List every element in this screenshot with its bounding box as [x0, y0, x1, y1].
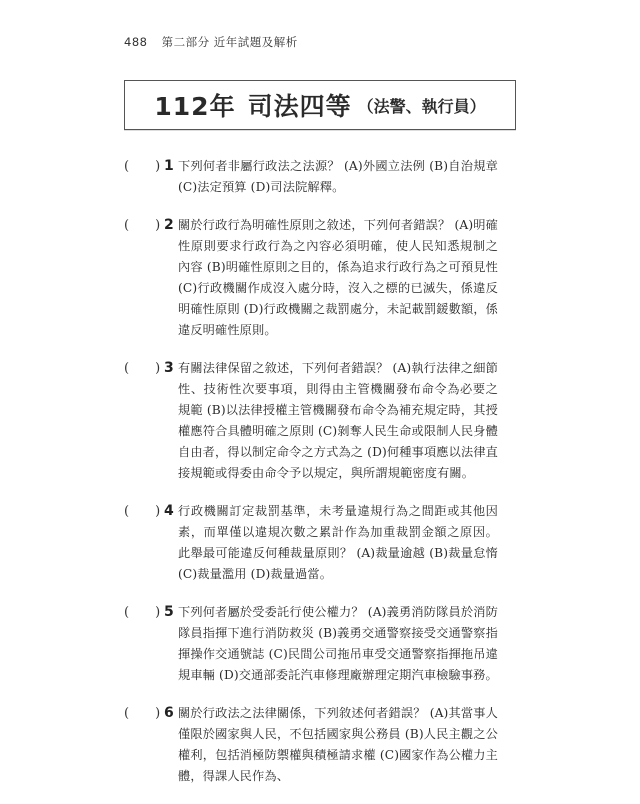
- exam-title-box: [124, 80, 516, 130]
- running-header: [124, 34, 298, 50]
- question-item: [124, 602, 524, 686]
- question-text: 行政機關訂定裁罰基準，未考量違規行為之間距或其他因素，而單僅以違規次數之累計作為加重裁罰金額之原因。此舉最可能違反何種裁量原則？ (A)裁量逾越 (B)裁量怠惰 (C)裁量濫用 (D)裁量過當。: [178, 504, 498, 581]
- question-text: 下列何者屬於受委託行使公權力？ (A)義勇消防隊員於消防隊員指揮下進行消防救災 (B)義勇交通警察接受交通警察指揮操作交通號誌 (C)民間公司拖吊車受交通警察指揮拖吊違規車輛 (D)交通部委託汽車修理廠辦理定期汽車檢驗事務。: [178, 605, 498, 682]
- question-number: 5: [164, 604, 174, 620]
- question-text: 下列何者非屬行政法之法源？ (A)外國立法例 (B)自治規章 (C)法定預算 (D)司法院解釋。: [178, 159, 498, 194]
- answer-blank: ( ): [124, 605, 161, 620]
- answer-blank: ( ): [124, 159, 161, 174]
- question-number: 1: [164, 158, 174, 174]
- question-number: 6: [164, 705, 174, 721]
- exam-name: 司法四等: [247, 92, 352, 121]
- page-number: 488: [124, 35, 148, 49]
- question-text: 關於行政法之法律關係，下列敘述何者錯誤？ (A)其當事人僅限於國家與人民，不包括國家與公務員 (B)人民主觀之公權利，包括消極防禦權與積極請求權 (C)國家作為公權力主體，得課人民作為、: [178, 706, 498, 783]
- question-number: 3: [164, 360, 174, 376]
- section-title: 第二部分 近年試題及解析: [161, 35, 298, 49]
- question-text: 有關法律保留之敘述，下列何者錯誤？ (A)執行法律之細節性、技術性次要事項，則得由主管機關發布命令為必要之規範 (B)以法律授權主管機關發布命令為補充規定時，其授權應符合具體明確之原則 (C)剝奪人民生命或限制人民身體自由者，得以制定命令之方式為之 (D)何種事項應以法律直接規範或得委由命令予以規定，與所謂規範密度有關。: [178, 361, 498, 480]
- question-item: [124, 703, 524, 787]
- answer-blank: ( ): [124, 706, 161, 721]
- answer-blank: ( ): [124, 218, 161, 233]
- question-item: [124, 358, 524, 484]
- exam-year: 112年: [154, 92, 236, 121]
- question-number: 4: [164, 503, 174, 519]
- question-item: [124, 501, 524, 585]
- answer-blank: ( ): [124, 504, 161, 519]
- question-item: [124, 215, 524, 341]
- question-text: 關於行政行為明確性原則之敘述，下列何者錯誤？ (A)明確性原則要求行政行為之內容必須明確，使人民知悉規制之內容 (B)明確性原則之目的，係為追求行政行為之可預見性 (C)行政機關作成沒入處分時，沒入之標的已滅失，係違反明確性原則 (D)行政機關之裁罰處分，未記載罰鍰數額，係違反明確性原則。: [178, 218, 498, 337]
- question-number: 2: [164, 217, 174, 233]
- question-list: [124, 156, 524, 804]
- exam-subtitle: （法警、執行員）: [357, 96, 486, 116]
- question-item: [124, 156, 524, 198]
- answer-blank: ( ): [124, 361, 161, 376]
